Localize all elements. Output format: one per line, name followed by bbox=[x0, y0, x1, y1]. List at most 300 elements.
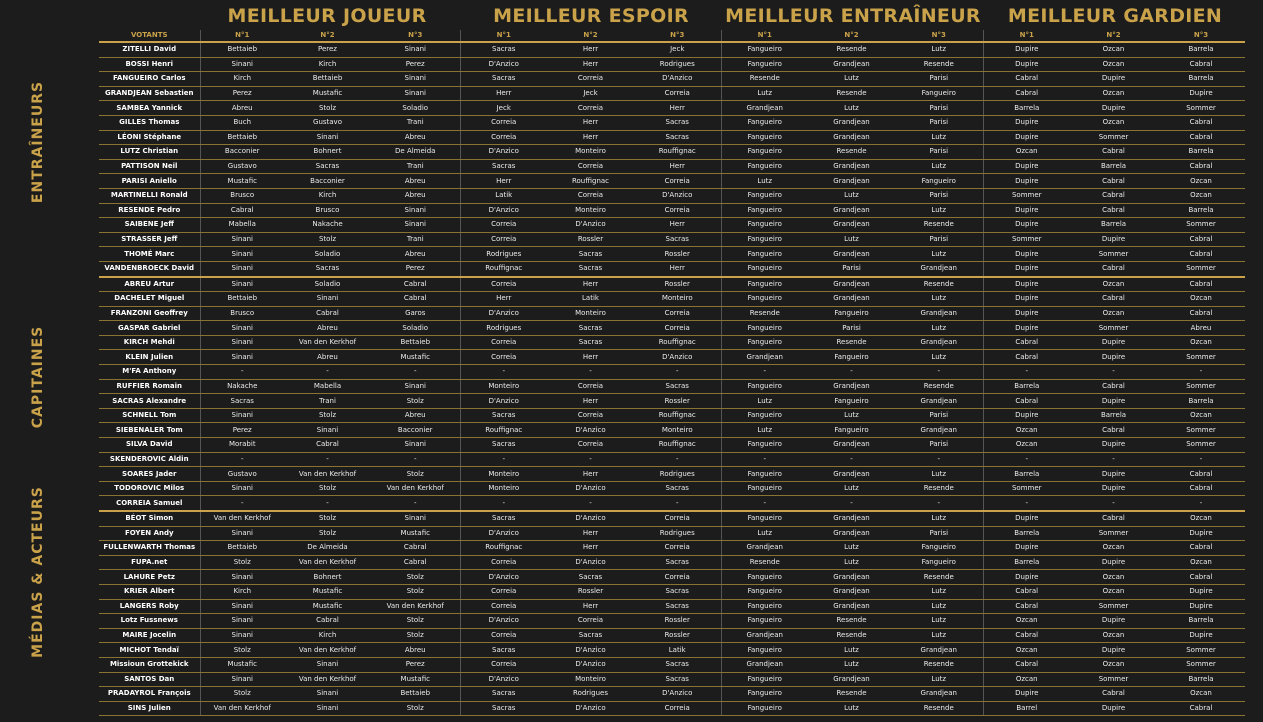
cell-entraineur-n2: Grandjean bbox=[808, 292, 895, 307]
table-row bbox=[99, 321, 1245, 336]
cell-espoir-n1: - bbox=[460, 496, 547, 511]
cell-entraineur-n3: Parisi bbox=[895, 72, 983, 87]
cell-gardien-n1: Sommer bbox=[983, 481, 1070, 496]
cell-espoir-n2: Correia bbox=[547, 101, 634, 116]
cell-gardien-n2: - bbox=[1070, 452, 1157, 467]
cell-espoir-n3: Rossler bbox=[634, 628, 721, 643]
cell-joueur-n3: Bettaieb bbox=[371, 687, 460, 702]
cell-entraineur-n3: Lutz bbox=[895, 292, 983, 307]
cell-espoir-n2: Monteiro bbox=[547, 306, 634, 321]
cell-espoir-n2: Sacras bbox=[547, 628, 634, 643]
cell-joueur-n3: Mustafic bbox=[371, 526, 460, 541]
cell-voter: SOARES Jader bbox=[99, 467, 200, 482]
cell-joueur-n3: Stolz bbox=[371, 628, 460, 643]
cell-voter: M'FA Anthony bbox=[99, 365, 200, 380]
cell-gardien-n1: Dupire bbox=[983, 511, 1070, 526]
cell-gardien-n1: Dupire bbox=[983, 247, 1070, 262]
cell-entraineur-n2: Grandjean bbox=[808, 57, 895, 72]
cell-espoir-n1: D'Anzico bbox=[460, 614, 547, 629]
cell-joueur-n2: Perez bbox=[284, 42, 371, 57]
header-espoir-n3: N°3 bbox=[634, 30, 721, 42]
cell-voter: FANGUEIRO Carlos bbox=[99, 72, 200, 87]
cell-voter: Lotz Fussnews bbox=[99, 614, 200, 629]
cell-entraineur-n2: Grandjean bbox=[808, 247, 895, 262]
cell-joueur-n3: Sinani bbox=[371, 218, 460, 233]
cell-gardien-n3: - bbox=[1157, 365, 1245, 380]
table-row bbox=[99, 467, 1245, 482]
cell-espoir-n1: Sacras bbox=[460, 159, 547, 174]
cell-gardien-n1: Cabral bbox=[983, 394, 1070, 409]
table-row bbox=[99, 261, 1245, 276]
cell-gardien-n1: Sommer bbox=[983, 232, 1070, 247]
table-row bbox=[99, 408, 1245, 423]
cell-gardien-n3: - bbox=[1157, 452, 1245, 467]
cell-gardien-n3: Cabral bbox=[1157, 467, 1245, 482]
cell-entraineur-n1: Fangueiro bbox=[721, 232, 808, 247]
table-row bbox=[99, 541, 1245, 556]
cell-joueur-n3: De Almeida bbox=[371, 145, 460, 160]
cell-voter: SAMBEA Yannick bbox=[99, 101, 200, 116]
cell-joueur-n1: Mustafic bbox=[200, 657, 284, 672]
cell-joueur-n3: Sinani bbox=[371, 511, 460, 526]
cell-joueur-n3: Stolz bbox=[371, 584, 460, 599]
cell-entraineur-n3: Grandjean bbox=[895, 643, 983, 658]
cell-joueur-n1: Sacras bbox=[200, 394, 284, 409]
cell-espoir-n1: Sacras bbox=[460, 701, 547, 716]
cell-gardien-n2: Dupire bbox=[1070, 643, 1157, 658]
cell-espoir-n3: Correia bbox=[634, 541, 721, 556]
cell-joueur-n3: Abreu bbox=[371, 408, 460, 423]
cell-entraineur-n2: Grandjean bbox=[808, 584, 895, 599]
cell-gardien-n1: Dupire bbox=[983, 115, 1070, 130]
cell-entraineur-n3: Lutz bbox=[895, 247, 983, 262]
cell-voter: KIRCH Mehdi bbox=[99, 335, 200, 350]
cell-voter: STRASSER Jeff bbox=[99, 232, 200, 247]
cell-joueur-n1: Sinani bbox=[200, 481, 284, 496]
cell-espoir-n2: Correia bbox=[547, 159, 634, 174]
cell-gardien-n1: Cabral bbox=[983, 72, 1070, 87]
cell-gardien-n3: - bbox=[1157, 496, 1245, 511]
cell-gardien-n1: - bbox=[983, 496, 1070, 511]
cell-espoir-n1: - bbox=[460, 452, 547, 467]
cell-joueur-n3: Trani bbox=[371, 159, 460, 174]
cell-voter: MAIRE Jocelin bbox=[99, 628, 200, 643]
cell-gardien-n3: Sommer bbox=[1157, 438, 1245, 453]
cell-voter: LAHURE Petz bbox=[99, 570, 200, 585]
cell-entraineur-n3: Parisi bbox=[895, 145, 983, 160]
cell-espoir-n1: D'Anzico bbox=[460, 145, 547, 160]
cell-voter: BOSSI Henri bbox=[99, 57, 200, 72]
cell-joueur-n2: Kirch bbox=[284, 188, 371, 203]
cell-espoir-n2: Rossler bbox=[547, 232, 634, 247]
cell-espoir-n1: Rouffignac bbox=[460, 423, 547, 438]
cell-joueur-n3: Abreu bbox=[371, 174, 460, 189]
cell-joueur-n3: Stolz bbox=[371, 614, 460, 629]
cell-entraineur-n3: Grandjean bbox=[895, 335, 983, 350]
cell-entraineur-n3: Lutz bbox=[895, 511, 983, 526]
cell-espoir-n3: Latik bbox=[634, 643, 721, 658]
cell-entraineur-n3: Lutz bbox=[895, 628, 983, 643]
cell-joueur-n2: Nakache bbox=[284, 218, 371, 233]
cell-joueur-n2: Van den Kerkhof bbox=[284, 672, 371, 687]
table-row bbox=[99, 481, 1245, 496]
cell-espoir-n3: Rouffignac bbox=[634, 145, 721, 160]
cell-gardien-n2: Sommer bbox=[1070, 321, 1157, 336]
cell-espoir-n1: Rodrigues bbox=[460, 247, 547, 262]
cell-voter: CORREIA Samuel bbox=[99, 496, 200, 511]
cell-gardien-n3: Cabral bbox=[1157, 247, 1245, 262]
cell-entraineur-n1: Fangueiro bbox=[721, 672, 808, 687]
cell-joueur-n3: Sinani bbox=[371, 42, 460, 57]
cell-voter: BÉOT Simon bbox=[99, 511, 200, 526]
cell-joueur-n1: Morabit bbox=[200, 438, 284, 453]
table-row bbox=[99, 277, 1245, 292]
cell-espoir-n3: Rodrigues bbox=[634, 467, 721, 482]
cell-gardien-n2: Ozcan bbox=[1070, 115, 1157, 130]
cell-gardien-n1: Barrel bbox=[983, 701, 1070, 716]
cell-espoir-n3: Sacras bbox=[634, 672, 721, 687]
cell-espoir-n2: Herr bbox=[547, 57, 634, 72]
title-meilleur-espoir: MEILLEUR ESPOIR bbox=[493, 5, 689, 27]
cell-joueur-n3: Sinani bbox=[371, 203, 460, 218]
table-row bbox=[99, 570, 1245, 585]
cell-joueur-n3: Cabral bbox=[371, 555, 460, 570]
cell-espoir-n3: D'Anzico bbox=[634, 687, 721, 702]
cell-joueur-n1: Kirch bbox=[200, 584, 284, 599]
cell-entraineur-n1: Fangueiro bbox=[721, 570, 808, 585]
cell-joueur-n1: - bbox=[200, 365, 284, 380]
cell-voter: GILLES Thomas bbox=[99, 115, 200, 130]
cell-espoir-n2: Correia bbox=[547, 72, 634, 87]
cell-entraineur-n2: Lutz bbox=[808, 555, 895, 570]
cell-joueur-n1: Perez bbox=[200, 423, 284, 438]
cell-espoir-n2: Correia bbox=[547, 408, 634, 423]
cell-gardien-n2: Dupire bbox=[1070, 232, 1157, 247]
table-row bbox=[99, 145, 1245, 160]
cell-gardien-n3: Cabral bbox=[1157, 277, 1245, 292]
cell-entraineur-n1: - bbox=[721, 452, 808, 467]
cell-entraineur-n3: Parisi bbox=[895, 101, 983, 116]
cell-gardien-n1: Barrela bbox=[983, 101, 1070, 116]
cell-espoir-n1: Rouffignac bbox=[460, 541, 547, 556]
cell-gardien-n1: Cabral bbox=[983, 657, 1070, 672]
cell-joueur-n2: Stolz bbox=[284, 232, 371, 247]
cell-entraineur-n3: Fangueiro bbox=[895, 86, 983, 101]
cell-gardien-n2: - bbox=[1070, 496, 1157, 511]
cell-espoir-n3: Correia bbox=[634, 86, 721, 101]
votes-body bbox=[99, 42, 1245, 716]
votes-table bbox=[99, 30, 1245, 716]
cell-joueur-n1: Sinani bbox=[200, 408, 284, 423]
table-row bbox=[99, 174, 1245, 189]
cell-gardien-n1: Dupire bbox=[983, 130, 1070, 145]
cell-entraineur-n1: Resende bbox=[721, 306, 808, 321]
cell-espoir-n1: - bbox=[460, 365, 547, 380]
cell-gardien-n3: Ozcan bbox=[1157, 188, 1245, 203]
cell-entraineur-n3: Lutz bbox=[895, 672, 983, 687]
cell-joueur-n2: Kirch bbox=[284, 57, 371, 72]
cell-espoir-n1: Monteiro bbox=[460, 379, 547, 394]
cell-gardien-n1: Dupire bbox=[983, 261, 1070, 276]
cell-entraineur-n1: Lutz bbox=[721, 394, 808, 409]
cell-gardien-n2: Ozcan bbox=[1070, 306, 1157, 321]
table-row bbox=[99, 335, 1245, 350]
cell-entraineur-n2: Resende bbox=[808, 687, 895, 702]
cell-gardien-n1: Cabral bbox=[983, 86, 1070, 101]
cell-voter: RESENDE Pedro bbox=[99, 203, 200, 218]
cell-joueur-n2: Sinani bbox=[284, 657, 371, 672]
cell-voter: SINS Julien bbox=[99, 701, 200, 716]
cell-entraineur-n2: Lutz bbox=[808, 72, 895, 87]
table-row bbox=[99, 672, 1245, 687]
cell-gardien-n2: Sommer bbox=[1070, 247, 1157, 262]
cell-entraineur-n1: Grandjean bbox=[721, 101, 808, 116]
cell-espoir-n2: Herr bbox=[547, 42, 634, 57]
table-row bbox=[99, 292, 1245, 307]
cell-espoir-n2: Sacras bbox=[547, 247, 634, 262]
cell-entraineur-n3: Grandjean bbox=[895, 306, 983, 321]
header-joueur-n2: N°2 bbox=[284, 30, 371, 42]
cell-gardien-n1: Ozcan bbox=[983, 643, 1070, 658]
cell-entraineur-n1: - bbox=[721, 496, 808, 511]
header-entraineur-n1: N°1 bbox=[721, 30, 808, 42]
cell-voter: MICHOT Tendaï bbox=[99, 643, 200, 658]
cell-entraineur-n3: Lutz bbox=[895, 350, 983, 365]
cell-joueur-n1: - bbox=[200, 496, 284, 511]
cell-espoir-n1: Correia bbox=[460, 350, 547, 365]
cell-espoir-n1: D'Anzico bbox=[460, 526, 547, 541]
cell-gardien-n1: Cabral bbox=[983, 599, 1070, 614]
cell-voter: KRIER Albert bbox=[99, 584, 200, 599]
cell-voter: GASPAR Gabriel bbox=[99, 321, 200, 336]
cell-entraineur-n3: Grandjean bbox=[895, 687, 983, 702]
cell-entraineur-n2: Lutz bbox=[808, 701, 895, 716]
cell-entraineur-n3: Resende bbox=[895, 570, 983, 585]
cell-entraineur-n3: Resende bbox=[895, 218, 983, 233]
cell-gardien-n1: Dupire bbox=[983, 203, 1070, 218]
cell-espoir-n2: D'Anzico bbox=[547, 481, 634, 496]
cell-entraineur-n3: Parisi bbox=[895, 188, 983, 203]
cell-joueur-n2: - bbox=[284, 452, 371, 467]
table-row bbox=[99, 701, 1245, 716]
cell-entraineur-n2: Lutz bbox=[808, 541, 895, 556]
cell-joueur-n3: Abreu bbox=[371, 643, 460, 658]
table-row bbox=[99, 365, 1245, 380]
cell-gardien-n3: Dupire bbox=[1157, 86, 1245, 101]
cell-joueur-n1: - bbox=[200, 452, 284, 467]
cell-voter: SAIBENE Jeff bbox=[99, 218, 200, 233]
table-row bbox=[99, 203, 1245, 218]
cell-entraineur-n1: Grandjean bbox=[721, 350, 808, 365]
cell-entraineur-n3: Grandjean bbox=[895, 394, 983, 409]
cell-espoir-n2: Sacras bbox=[547, 570, 634, 585]
cell-entraineur-n3: - bbox=[895, 452, 983, 467]
cell-espoir-n3: Sacras bbox=[634, 584, 721, 599]
cell-joueur-n3: Van den Kerkhof bbox=[371, 481, 460, 496]
cell-gardien-n3: Barrela bbox=[1157, 394, 1245, 409]
cell-voter: RUFFIER Romain bbox=[99, 379, 200, 394]
cell-entraineur-n1: Fangueiro bbox=[721, 511, 808, 526]
cell-espoir-n2: Herr bbox=[547, 130, 634, 145]
cell-espoir-n2: Correia bbox=[547, 188, 634, 203]
cell-gardien-n1: Cabral bbox=[983, 350, 1070, 365]
cell-gardien-n2: Sommer bbox=[1070, 672, 1157, 687]
cell-espoir-n3: - bbox=[634, 496, 721, 511]
cell-entraineur-n1: Fangueiro bbox=[721, 130, 808, 145]
cell-gardien-n2: Cabral bbox=[1070, 261, 1157, 276]
cell-joueur-n2: Sacras bbox=[284, 159, 371, 174]
cell-joueur-n2: Cabral bbox=[284, 614, 371, 629]
cell-gardien-n3: Sommer bbox=[1157, 350, 1245, 365]
cell-gardien-n2: Barrela bbox=[1070, 159, 1157, 174]
cell-voter: PATTISON Neil bbox=[99, 159, 200, 174]
cell-joueur-n1: Stolz bbox=[200, 555, 284, 570]
header-espoir-n2: N°2 bbox=[547, 30, 634, 42]
cell-voter: SIEBENALER Tom bbox=[99, 423, 200, 438]
cell-entraineur-n1: Fangueiro bbox=[721, 467, 808, 482]
cell-gardien-n1: Dupire bbox=[983, 159, 1070, 174]
cell-espoir-n3: D'Anzico bbox=[634, 72, 721, 87]
cell-entraineur-n1: Fangueiro bbox=[721, 614, 808, 629]
cell-entraineur-n1: Fangueiro bbox=[721, 42, 808, 57]
cell-entraineur-n2: - bbox=[808, 452, 895, 467]
cell-joueur-n2: Bohnert bbox=[284, 570, 371, 585]
cell-espoir-n3: Rouffignac bbox=[634, 438, 721, 453]
cell-voter: LÉONI Stéphane bbox=[99, 130, 200, 145]
title-meilleur-gardien: MEILLEUR GARDIEN bbox=[1007, 5, 1223, 27]
header-joueur-n3: N°3 bbox=[371, 30, 460, 42]
cell-joueur-n3: - bbox=[371, 452, 460, 467]
cell-gardien-n1: Barrela bbox=[983, 526, 1070, 541]
cell-espoir-n2: Correia bbox=[547, 614, 634, 629]
cell-joueur-n1: Mabella bbox=[200, 218, 284, 233]
cell-entraineur-n3: - bbox=[895, 365, 983, 380]
cell-joueur-n1: Sinani bbox=[200, 321, 284, 336]
cell-espoir-n1: Correia bbox=[460, 277, 547, 292]
cell-entraineur-n1: Lutz bbox=[721, 86, 808, 101]
cell-gardien-n2: Dupire bbox=[1070, 438, 1157, 453]
cell-espoir-n3: Sacras bbox=[634, 481, 721, 496]
cell-espoir-n3: Correia bbox=[634, 511, 721, 526]
cell-espoir-n1: Correia bbox=[460, 115, 547, 130]
table-row bbox=[99, 306, 1245, 321]
table-row bbox=[99, 130, 1245, 145]
cell-gardien-n3: Barrela bbox=[1157, 42, 1245, 57]
cell-entraineur-n2: Parisi bbox=[808, 261, 895, 276]
cell-joueur-n1: Sinani bbox=[200, 277, 284, 292]
cell-espoir-n3: Herr bbox=[634, 101, 721, 116]
cell-joueur-n2: Mabella bbox=[284, 379, 371, 394]
cell-entraineur-n3: Fangueiro bbox=[895, 174, 983, 189]
title-meilleur-joueur: MEILLEUR JOUEUR bbox=[227, 5, 427, 27]
cell-voter: FOYEN Andy bbox=[99, 526, 200, 541]
table-row bbox=[99, 86, 1245, 101]
cell-entraineur-n2: Grandjean bbox=[808, 526, 895, 541]
cell-gardien-n2: Dupire bbox=[1070, 72, 1157, 87]
cell-joueur-n1: Stolz bbox=[200, 687, 284, 702]
cell-espoir-n1: Correia bbox=[460, 599, 547, 614]
cell-entraineur-n3: Lutz bbox=[895, 203, 983, 218]
cell-gardien-n3: Ozcan bbox=[1157, 687, 1245, 702]
cell-joueur-n1: Sinani bbox=[200, 526, 284, 541]
cell-gardien-n1: Ozcan bbox=[983, 614, 1070, 629]
cell-gardien-n3: Barrela bbox=[1157, 203, 1245, 218]
table-row bbox=[99, 657, 1245, 672]
cell-entraineur-n1: Resende bbox=[721, 555, 808, 570]
cell-entraineur-n1: Lutz bbox=[721, 423, 808, 438]
cell-joueur-n1: Abreu bbox=[200, 101, 284, 116]
cell-espoir-n3: - bbox=[634, 365, 721, 380]
cell-joueur-n3: Soladio bbox=[371, 321, 460, 336]
cell-entraineur-n3: Parisi bbox=[895, 408, 983, 423]
cell-espoir-n1: Correia bbox=[460, 130, 547, 145]
table-row bbox=[99, 628, 1245, 643]
table-row bbox=[99, 452, 1245, 467]
cell-entraineur-n1: Lutz bbox=[721, 174, 808, 189]
cell-espoir-n1: Correia bbox=[460, 657, 547, 672]
cell-joueur-n2: Stolz bbox=[284, 511, 371, 526]
cell-joueur-n2: Soladio bbox=[284, 277, 371, 292]
cell-gardien-n1: Cabral bbox=[983, 628, 1070, 643]
cell-entraineur-n2: Grandjean bbox=[808, 159, 895, 174]
cell-espoir-n3: Sacras bbox=[634, 130, 721, 145]
header-votants: VOTANTS bbox=[99, 30, 200, 42]
cell-joueur-n2: Cabral bbox=[284, 306, 371, 321]
cell-entraineur-n1: Fangueiro bbox=[721, 408, 808, 423]
table-row bbox=[99, 101, 1245, 116]
cell-entraineur-n3: Resende bbox=[895, 481, 983, 496]
cell-joueur-n1: Sinani bbox=[200, 261, 284, 276]
cell-gardien-n2: Ozcan bbox=[1070, 584, 1157, 599]
cell-espoir-n2: Rodrigues bbox=[547, 687, 634, 702]
cell-joueur-n3: Perez bbox=[371, 657, 460, 672]
cell-voter: SACRAS Alexandre bbox=[99, 394, 200, 409]
cell-espoir-n1: Herr bbox=[460, 292, 547, 307]
cell-entraineur-n2: Lutz bbox=[808, 643, 895, 658]
cell-joueur-n2: Stolz bbox=[284, 526, 371, 541]
cell-joueur-n1: Van den Kerkhof bbox=[200, 511, 284, 526]
cell-voter: LANGERS Roby bbox=[99, 599, 200, 614]
cell-gardien-n1: Dupire bbox=[983, 306, 1070, 321]
cell-entraineur-n2: Resende bbox=[808, 42, 895, 57]
cell-espoir-n2: Sacras bbox=[547, 335, 634, 350]
cell-gardien-n2: Ozcan bbox=[1070, 541, 1157, 556]
cell-gardien-n1: Dupire bbox=[983, 408, 1070, 423]
cell-gardien-n1: Dupire bbox=[983, 321, 1070, 336]
cell-espoir-n1: Correia bbox=[460, 555, 547, 570]
cell-joueur-n2: Van den Kerkhof bbox=[284, 335, 371, 350]
cell-entraineur-n1: Fangueiro bbox=[721, 145, 808, 160]
header-espoir-n1: N°1 bbox=[460, 30, 547, 42]
cell-joueur-n2: Soladio bbox=[284, 247, 371, 262]
cell-joueur-n1: Bettaieb bbox=[200, 130, 284, 145]
cell-espoir-n1: D'Anzico bbox=[460, 394, 547, 409]
cell-espoir-n1: D'Anzico bbox=[460, 57, 547, 72]
cell-entraineur-n3: Parisi bbox=[895, 115, 983, 130]
cell-gardien-n2: Dupire bbox=[1070, 467, 1157, 482]
cell-entraineur-n1: Fangueiro bbox=[721, 599, 808, 614]
cell-gardien-n2: Cabral bbox=[1070, 379, 1157, 394]
cell-entraineur-n1: Grandjean bbox=[721, 541, 808, 556]
cell-entraineur-n2: Lutz bbox=[808, 408, 895, 423]
cell-entraineur-n2: Lutz bbox=[808, 481, 895, 496]
header-joueur-n1: N°1 bbox=[200, 30, 284, 42]
cell-gardien-n3: Cabral bbox=[1157, 541, 1245, 556]
cell-gardien-n3: Cabral bbox=[1157, 701, 1245, 716]
cell-gardien-n3: Sommer bbox=[1157, 261, 1245, 276]
group-label-capitaines: CAPITAINES bbox=[30, 325, 46, 429]
table-row bbox=[99, 555, 1245, 570]
